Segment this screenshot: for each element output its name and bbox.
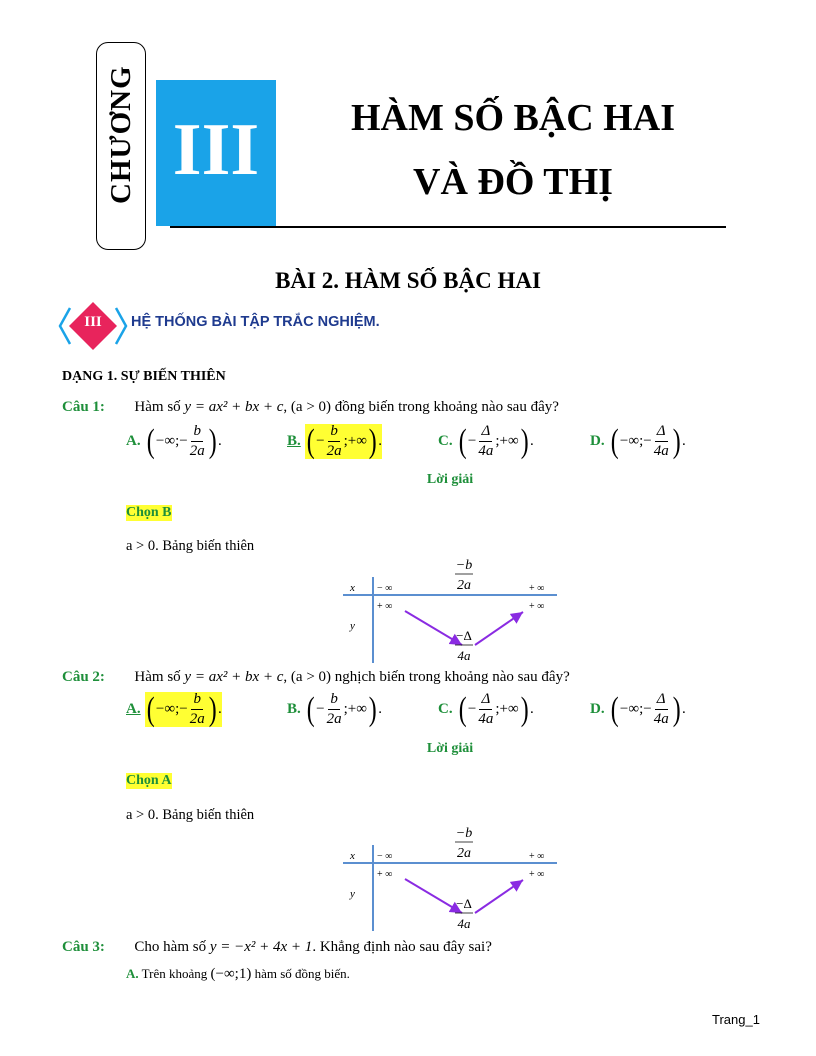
section-badge-label: III — [84, 314, 102, 330]
q2-option-d[interactable]: D. ( −∞;− $\frac{\Delta}{4a}$ ) . — [590, 690, 686, 728]
q2-option-a-label: A. — [126, 701, 141, 717]
chapter-side-label: CHƯƠNG — [105, 65, 137, 204]
q3-stem — [62, 939, 742, 956]
q2-option-b-label: B. — [287, 701, 301, 717]
q2-table-vertex-den: 2a — [457, 846, 471, 861]
q1-option-c-label: C. — [438, 433, 453, 449]
q1-answer: Chọn B — [126, 505, 172, 520]
q3-option-a-text: Trên khoảng — [141, 966, 208, 981]
q1-table-x: x — [350, 582, 355, 594]
q2-formula: y = ax² + bx + c — [184, 669, 284, 685]
q2-table-y-right: + ∞ — [529, 869, 545, 880]
q1-table-min-num: −Δ — [456, 628, 472, 643]
q2-table-pos-inf: + ∞ — [529, 851, 545, 862]
q1-table-vertex-num: −b — [455, 558, 473, 573]
q2-table-x: x — [350, 850, 355, 862]
q3-suffix: . Khẳng định nào sau đây sai? — [312, 939, 492, 955]
q1-suffix: đồng biến trong khoảng nào sau đây? — [334, 399, 559, 415]
q2-answer: Chọn A — [126, 773, 172, 788]
q1-option-b[interactable]: B. ( − $\frac{b}{2a}$ ;+∞ ) . — [287, 422, 382, 460]
q1-cond: , (a > 0) — [283, 399, 332, 415]
q3-prefix: Cho hàm số — [134, 939, 207, 955]
chapter-title-line2: VÀ ĐỒ THỊ — [413, 161, 613, 203]
q1-note: a > 0. Bảng biến thiên — [126, 538, 255, 554]
q3-option-a[interactable] — [126, 966, 350, 983]
q1-option-a-label: A. — [126, 433, 141, 449]
q1-stem — [62, 399, 742, 416]
q2-suffix: nghịch biến trong khoảng nào sau đây? — [334, 669, 570, 685]
q1-solution-label: Lời giải — [426, 472, 474, 487]
q1-option-d-label: D. — [590, 433, 605, 449]
q3-option-a-interval: (−∞;1) — [210, 966, 252, 982]
q1-option-b-label: B. — [287, 433, 301, 449]
q1-table-y-left: + ∞ — [377, 601, 393, 612]
q1-prefix: Hàm số — [134, 399, 181, 415]
q2-option-d-label: D. — [590, 701, 605, 717]
q3-option-a-end: hàm số đồng biến. — [254, 966, 350, 981]
q2-note: a > 0. Bảng biến thiên — [126, 807, 255, 823]
q1-table-y-right: + ∞ — [529, 601, 545, 612]
q1-table-pos-inf: + ∞ — [529, 583, 545, 594]
topic-heading: DẠNG 1. SỰ BIẾN THIÊN — [62, 369, 226, 384]
q2-solution-label: Lời giải — [426, 741, 474, 756]
q2-table-neg-inf: − ∞ — [377, 851, 393, 862]
q2-table-min-den: 4a — [457, 916, 471, 931]
q3-label: Câu 3: — [62, 939, 105, 955]
q1-table-neg-inf: − ∞ — [377, 583, 393, 594]
q1-table-min-den: 4a — [457, 648, 471, 663]
q1-table-vertex-den: 2a — [457, 578, 471, 593]
q2-table-vertex-num: −b — [455, 826, 473, 841]
q1-formula: y = ax² + bx + c — [184, 399, 284, 415]
chapter-number: III — [172, 109, 260, 191]
q2-option-a[interactable]: A. ( −∞;− $\frac{b}{2a}$ ) . — [126, 690, 222, 728]
q2-stem — [62, 669, 742, 686]
q1-option-a[interactable]: A. ( −∞;− $\frac{b}{2a}$ ) . — [126, 422, 222, 460]
lesson-title: BÀI 2. HÀM SỐ BẬC HAI — [275, 268, 541, 293]
q3-option-a-label: A. — [126, 966, 139, 981]
q1-variation-table — [335, 555, 565, 667]
q2-variation-table — [335, 823, 565, 935]
q1-label: Câu 1: — [62, 399, 105, 415]
page-number: Trang_1 — [712, 1012, 760, 1027]
chapter-title-line1: HÀM SỐ BẬC HAI — [350, 97, 676, 139]
q2-option-b[interactable]: B. ( − $\frac{b}{2a}$ ;+∞ ) . — [287, 690, 382, 728]
q2-label: Câu 2: — [62, 669, 105, 685]
q2-table-y: y — [350, 888, 355, 900]
q2-option-c-label: C. — [438, 701, 453, 717]
section-title: HỆ THỐNG BÀI TẬP TRẮC NGHIỆM. — [131, 314, 380, 330]
q2-prefix: Hàm số — [134, 669, 181, 685]
q1-option-d[interactable]: D. ( −∞;− $\frac{\Delta}{4a}$ ) . — [590, 422, 686, 460]
q2-option-c[interactable]: C. ( − $\frac{\Delta}{4a}$ ;+∞ ) . — [438, 690, 534, 728]
q2-cond: , (a > 0) — [283, 669, 332, 685]
chapter-title-underline — [170, 226, 726, 228]
q1-table-y: y — [350, 620, 355, 632]
q3-formula: y = −x² + 4x + 1 — [209, 939, 313, 955]
q2-table-min-num: −Δ — [456, 896, 472, 911]
q1-option-c[interactable]: C. ( − $\frac{\Delta}{4a}$ ;+∞ ) . — [438, 422, 534, 460]
q2-table-y-left: + ∞ — [377, 869, 393, 880]
